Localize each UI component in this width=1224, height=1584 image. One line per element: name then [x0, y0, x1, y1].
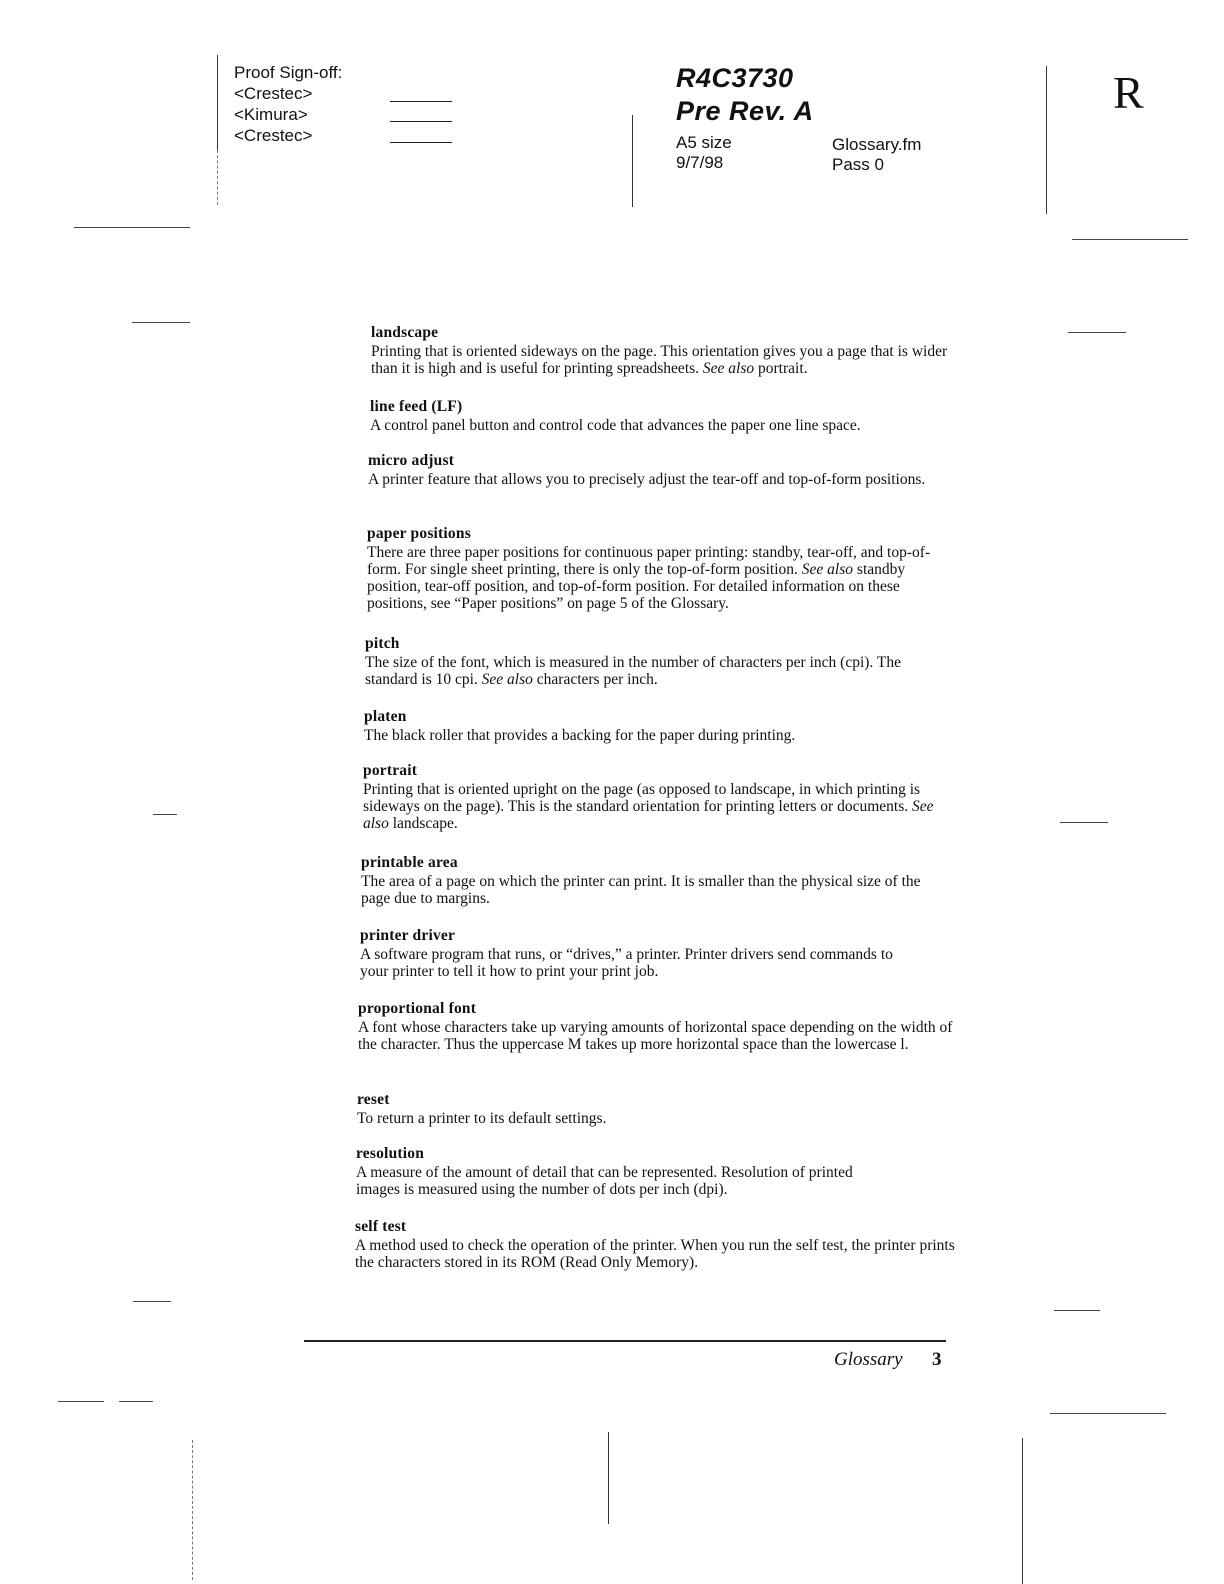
crop-mark	[1072, 239, 1188, 240]
entry-definition: The black roller that provides a backing for the paper during printing.	[364, 727, 796, 744]
proof-signoff	[234, 62, 342, 146]
crop-mark	[132, 322, 190, 323]
entry-term: portrait	[363, 762, 418, 779]
crop-mark	[119, 1401, 153, 1402]
glossary-entry	[368, 452, 958, 488]
crop-mark	[1054, 1310, 1100, 1311]
crop-mark	[217, 55, 218, 150]
entry-definition: A control panel button and control code that advances the paper one line space.	[370, 417, 861, 434]
crop-mark	[1050, 1413, 1166, 1414]
footer-rule	[304, 1340, 946, 1342]
document-date: 9/7/98	[676, 153, 724, 172]
entry-definition: A method used to check the operation of the printer. When you run the self test, the printer prints the characters stored in its ROM (Read Only Memory).	[355, 1237, 955, 1271]
entry-term: pitch	[365, 635, 400, 652]
glossary-entry	[364, 708, 954, 744]
entry-term: line feed (LF)	[370, 398, 463, 415]
glossary-entry	[363, 762, 955, 832]
signer-3: <Crestec>	[234, 126, 313, 145]
signer-2: <Kimura>	[234, 105, 308, 124]
entry-definition: The area of a page on which the printer can print. It is smaller than the physical size of the page due to margins.	[361, 873, 921, 907]
glossary-entry	[367, 525, 959, 612]
pass-number: Pass 0	[832, 155, 884, 174]
crop-mark	[58, 1401, 104, 1402]
crop-mark	[1068, 332, 1126, 333]
document-revision: Pre Rev. A	[676, 96, 814, 126]
crop-mark	[217, 150, 219, 205]
entry-definition: The size of the font, which is measured in the number of characters per inch (cpi). The standard is 10 cpi. See also characters per inch.	[365, 654, 901, 688]
entry-definition: A measure of the amount of detail that can be represented. Resolution of printed images is measured using the number of dots per inch (dpi).	[356, 1164, 853, 1198]
entry-term: micro adjust	[368, 452, 455, 469]
entry-term: printable area	[361, 854, 458, 871]
paper-size: A5 size	[676, 133, 732, 152]
glossary-entry	[371, 324, 963, 377]
entry-term: resolution	[356, 1145, 425, 1162]
signature-line-2	[390, 121, 452, 122]
glossary-entry	[365, 635, 957, 688]
glossary-entry	[358, 1000, 954, 1053]
entry-definition: To return a printer to its default settings.	[357, 1110, 607, 1127]
entry-term: platen	[364, 708, 407, 725]
glossary-entry	[370, 398, 964, 434]
document-header	[676, 62, 814, 128]
glossary-entry	[360, 927, 920, 980]
signature-line-3	[390, 142, 452, 143]
entry-term: paper positions	[367, 525, 471, 542]
entry-definition: A font whose characters take up varying amounts of horizontal space depending on the width of the character. Thus the uppercase M takes up more horizontal space than the lowercase l.	[358, 1019, 953, 1053]
crop-mark	[74, 227, 190, 228]
header-meta-right	[832, 135, 921, 175]
document-code: R4C3730	[676, 63, 794, 93]
page-number: 3	[932, 1349, 942, 1370]
file-name: Glossary.fm	[832, 135, 922, 154]
crop-mark	[1060, 822, 1108, 823]
entry-term: landscape	[371, 324, 439, 341]
crop-mark	[632, 115, 633, 207]
entry-definition: Printing that is oriented sideways on the page. This orientation gives you a page that is wider than it is high and is useful for printing spreadsheets. See also portrait.	[371, 343, 948, 377]
entry-definition: A printer feature that allows you to precisely adjust the tear-off and top-of-form positions.	[368, 471, 926, 488]
glossary-entry	[356, 1145, 896, 1198]
crop-mark	[1022, 1438, 1023, 1584]
signer-1: <Crestec>	[234, 84, 313, 103]
crop-mark	[1046, 66, 1047, 214]
glossary-entry	[361, 854, 953, 907]
signature-line-1	[390, 101, 452, 102]
entry-definition: Printing that is oriented upright on the page (as opposed to landscape, in which printing is sideways on the page). This is the standard orientation for printing letters or documents. See also landscape.	[363, 781, 934, 832]
entry-term: printer driver	[360, 927, 456, 944]
entry-definition: A software program that runs, or “drives,” a printer. Printer drivers send commands to your printer to tell it how to print your print job.	[360, 946, 893, 980]
entry-term: self test	[355, 1218, 407, 1235]
crop-mark	[133, 1301, 171, 1302]
glossary-entry	[357, 1091, 947, 1127]
header-meta-left	[676, 133, 732, 173]
entry-term: reset	[357, 1091, 390, 1108]
footer-section: Glossary	[834, 1349, 903, 1370]
crop-mark	[192, 1440, 194, 1580]
entry-term: proportional font	[358, 1000, 477, 1017]
glossary-entry	[355, 1218, 955, 1271]
proof-title: Proof Sign-off:	[234, 63, 343, 82]
revision-mark: R	[1113, 67, 1144, 118]
crop-mark	[608, 1432, 609, 1524]
crop-mark	[153, 814, 177, 815]
entry-definition: There are three paper positions for continuous paper printing: standby, tear-off, and top-of-form. For single sheet printing, there is only the top-of-form position. See also standby position, tear-off position, and top-of-form position. For detailed information on these positions, see “Paper positions” on page 5 of the Glossary.	[367, 544, 931, 612]
